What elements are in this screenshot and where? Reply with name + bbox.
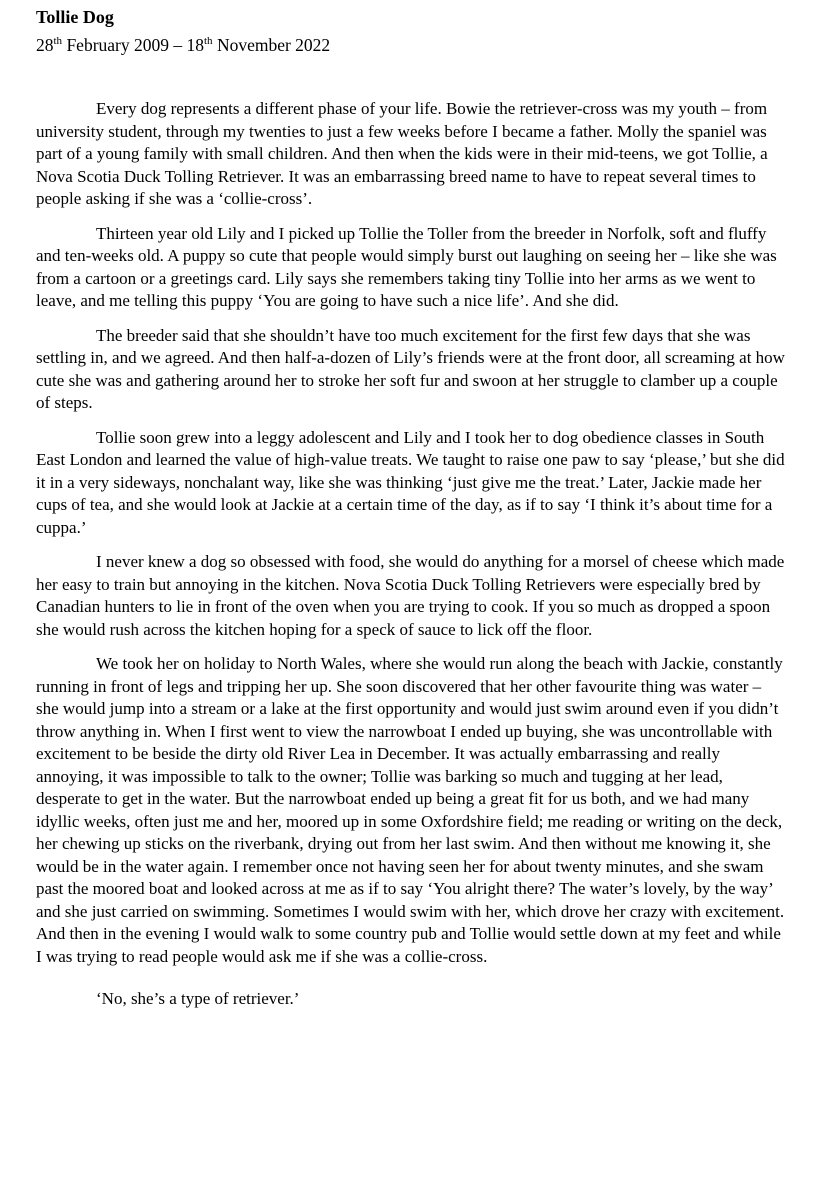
start-day-suffix: th: [53, 35, 63, 48]
paragraph-6: We took her on holiday to North Wales, where she would run along the beach with Jackie, constantly running in front of legs and tripping her up. She soon discovered that her other favourite thing was water – she would jump into a stream or a lake at the first opportunity and would just swim around even if you didn’t throw anything in. When I first went to view the narrowboat I ended up buying, she was uncontrollable with excitement to be beside the dirty old River Lea in December. It was actually embarrassing and really annoying, it was impossible to talk to the owner; Tollie was barking so much and tugging at her lead, desperate to get in the water. But the narrowboat ended up being a great fit for us both, and we had many idyllic weeks, often just me and her, moored up in some Oxfordshire field; me reading or writing on the deck, her chewing up sticks on the riverbank, drying out from her last swim. And then without me knowing it, she would be in the water again. I remember once not having seen her for about twenty minutes, and she swam past the moored boat and looked across at me as if to say ‘You alright there? The water’s lovely, by the way’ and she just carried on swimming. Sometimes I would swim with her, which drove her crazy with excitement. And then in the evening I would walk to some country pub and Tollie would settle down at my feet and while I was trying to read people would ask me if she was a collie-cross.: [36, 654, 785, 966]
end-day: 18: [186, 35, 204, 55]
start-day: 28: [36, 35, 54, 55]
paragraph-4: Tollie soon grew into a leggy adolescent and Lily and I took her to dog obedience classes in South East London and learned the value of high-value treats. We taught to raise one paw to say ‘please,’ but she did it in a very sideways, nonchalant way, like she was thinking ‘just give me the treat.’ Later, Jackie made her cups of tea, and she would look at Jackie at a certain time of the day, as if to say ‘I think it’s about time for a cuppa.’: [36, 427, 785, 537]
paragraph-5: I never knew a dog so obsessed with food, she would do anything for a morsel of cheese which made her easy to train but annoying in the kitchen. Nova Scotia Duck Tolling Retrievers were especially bred by Canadian hunters to lie in front of the oven when you are trying to cook. If you so much as dropped a spoon she would rush across the kitchen hoping for a speck of sauce to lick off the floor.: [36, 552, 785, 639]
end-day-suffix: th: [204, 35, 213, 48]
document-body: [36, 98, 786, 1011]
paragraph-2: Thirteen year old Lily and I picked up Tollie the Toller from the breeder in Norfolk, soft and fluffy and ten-weeks old. A puppy so cute that people would simply burst out laughing on seeing her – like she was from a cartoon or a greetings card. Lily says she remembers taking tiny Tollie into her arms as we went to leave, and me telling this puppy ‘You are going to have such a nice life’. And she did.: [36, 223, 777, 310]
paragraph-7: ‘No, she’s a type of retriever.’: [96, 989, 300, 1008]
paragraph-3: The breeder said that she shouldn’t have too much excitement for the first few days that she was settling in, and we agreed. And then half-a-dozen of Lily’s friends were at the front door, all screaming at how cute she was and gathering around her to stroke her soft fur and swoon at her struggle to clamber up a couple of steps.: [36, 325, 785, 412]
paragraph-1: Every dog represents a different phase of your life. Bowie the retriever-cross was my youth – from university student, through my twenties to just a few weeks before I became a father. Molly the spaniel was part of a young family with small children. And then when the kids were in their mid-teens, we got Tollie, a Nova Scotia Duck Tolling Retriever. It was an embarrassing breed name to have to repeat several times to people asking if she was a ‘collie-cross’.: [36, 99, 768, 208]
end-rest: November 2022: [212, 35, 331, 55]
document-title: Tollie Dog: [36, 7, 114, 27]
start-rest: February 2009 –: [62, 35, 187, 55]
dates-line: [36, 34, 786, 56]
